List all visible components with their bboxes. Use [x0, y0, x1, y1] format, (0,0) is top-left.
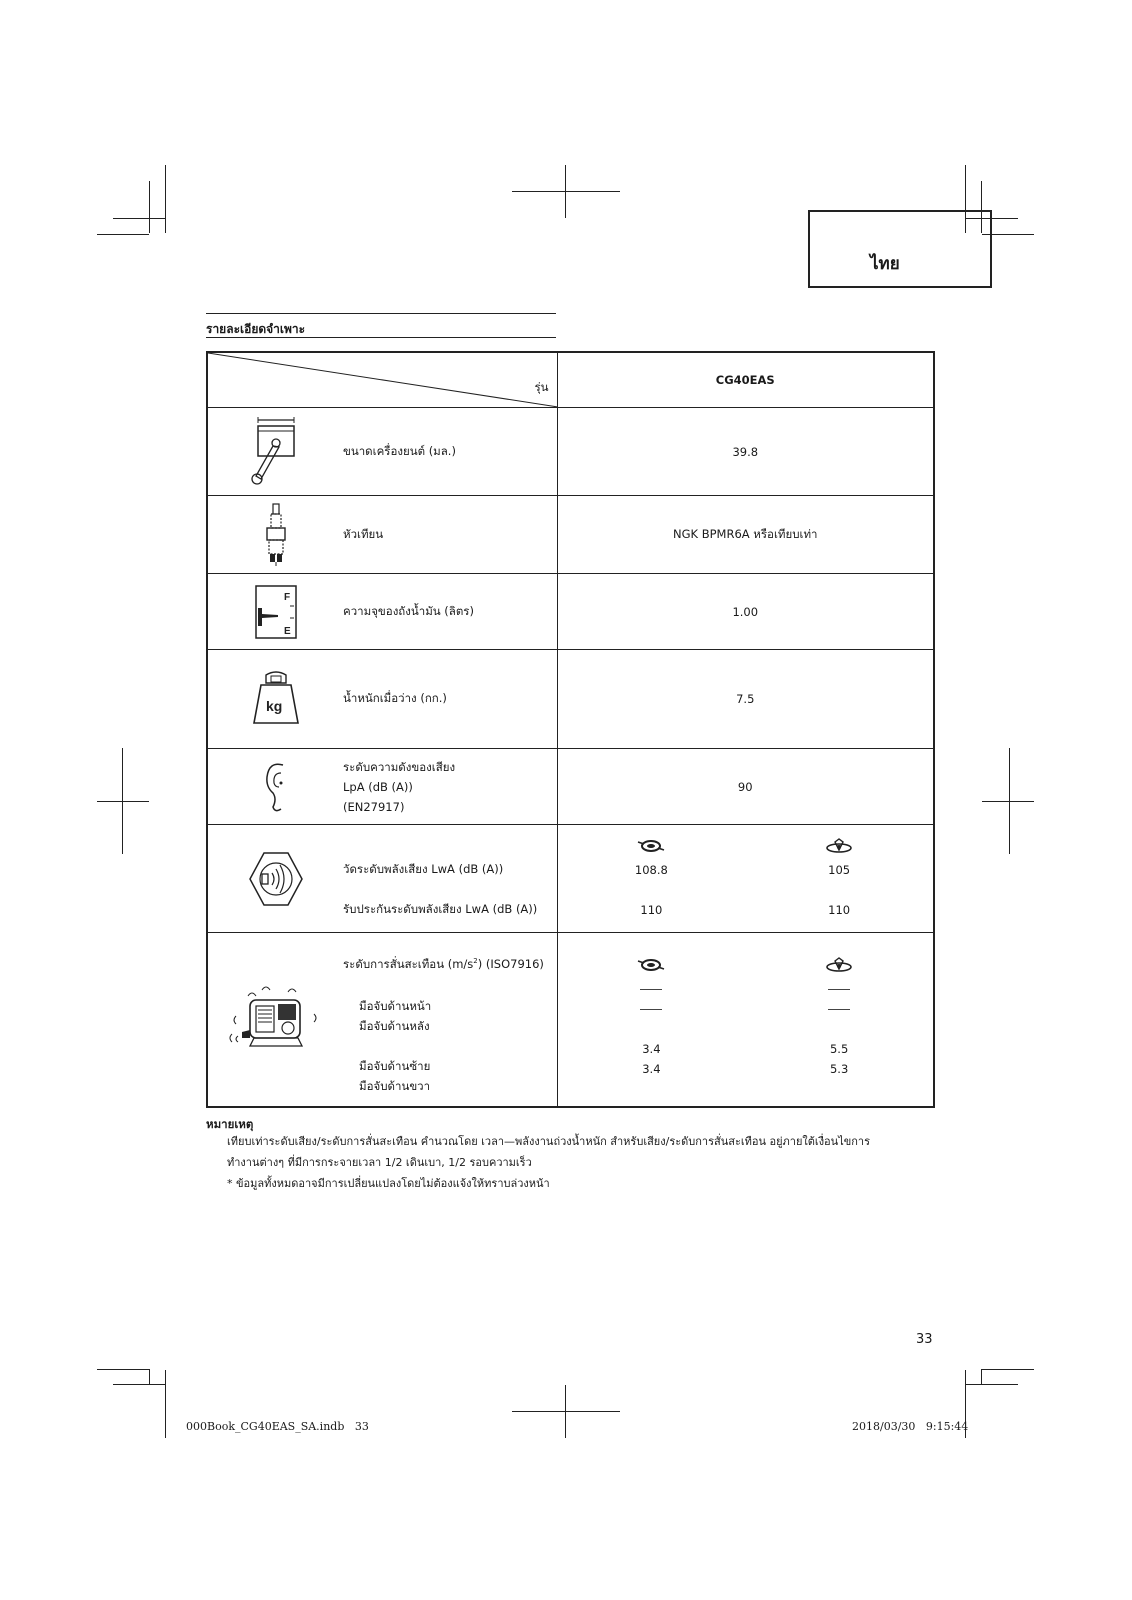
vibration-right-handle-label: มือจับด้านขวา — [359, 1078, 431, 1093]
row-weight — [207, 650, 934, 749]
note-line-1: เทียบเท่าระดับเสียง/ระดับการสั่นสะเทือน คำนวณโดย เวลา—พลังงานถ่วงน้ำหนัก สำหรับเสียง/ระดับการสั่นสะเทือน อยู่ภายใต้เงื่อนไขการ — [227, 1135, 870, 1148]
notes-title: หมายเหตุ — [206, 1117, 254, 1131]
sound-power-guaranteed-col2: 110 — [828, 902, 851, 917]
weight-label: น้ำหนักเมื่อว่าง (กก.) — [343, 650, 557, 749]
displacement-label: ขนาดเครื่องยนต์ (มล.) — [343, 408, 557, 496]
vibration-rear-col2-dash — [745, 999, 933, 1019]
row-sound-power — [207, 825, 934, 933]
sound-power-guaranteed-col1: 110 — [640, 902, 663, 917]
vibration-label: ระดับการสั่นสะเทือน $(m/s^2)$ (ISO7916) — [343, 956, 544, 971]
ear-icon — [261, 759, 291, 815]
sound-pressure-label-line1: ระดับความดังของเสียง — [343, 759, 456, 774]
sound-pressure-label-line2: LpA (dB (A)) — [343, 779, 413, 794]
displacement-value: 39.8 — [557, 408, 934, 496]
vibration-front-col1-dash — [558, 979, 746, 999]
spec-table — [206, 351, 935, 1108]
row-vibration — [207, 933, 934, 1107]
language-tab-box — [808, 210, 992, 288]
nylon-cutter-icon — [636, 838, 666, 854]
vibration-right-col2: 5.3 — [829, 1062, 849, 1076]
sound-pressure-value: 90 — [557, 749, 934, 825]
blade-cutter-icon — [824, 957, 854, 973]
weight-value: 7.5 — [557, 650, 934, 749]
spark-plug-label: หัวเทียน — [343, 496, 557, 574]
vibration-rear-handle-label: มือจับด้านหลัง — [359, 1018, 430, 1033]
fuel-gauge-icon — [254, 584, 298, 640]
note-line-3: * ข้อมูลทั้งหมดอาจมีการเปลี่ยนแปลงโดยไม่ต้องแจ้งให้ทราบล่วงหน้า — [227, 1177, 550, 1190]
vibration-left-col2: 5.5 — [829, 1042, 849, 1056]
spark-plug-value: NGK BPMR6A หรือเทียบเท่า — [557, 496, 934, 574]
vibration-engine-icon — [228, 986, 324, 1052]
vibration-left-handle-label: มือจับด้านซ้าย — [359, 1058, 431, 1073]
nylon-cutter-icon — [636, 957, 666, 973]
fuel-tank-label: ความจุของถังน้ำมัน (ลิตร) — [343, 574, 557, 650]
note-line-2: ทำงานต่างๆ ที่มีการกระจายเวลา 1/2 เดินเบา, 1/2 รอบความเร็ว — [227, 1156, 532, 1169]
vibration-rear-col1-dash — [558, 999, 746, 1019]
svg-text:F: F — [283, 591, 290, 603]
header-diagonal-cell — [207, 352, 557, 408]
model-column-label: รุ่น — [534, 380, 549, 394]
model-name: CG40EAS — [557, 352, 934, 408]
title-rule-bottom — [206, 337, 556, 338]
sound-power-measured-col2: 105 — [828, 862, 851, 877]
sound-power-icon — [248, 849, 304, 909]
footer-file: 000Book_CG40EAS_SA.indb 33 — [186, 1420, 369, 1433]
svg-text:kg: kg — [265, 698, 282, 714]
table-header-row — [207, 352, 934, 408]
sound-power-measured-col1: 108.8 — [634, 862, 668, 877]
footer-timestamp: 2018/03/30 9:15:44 — [852, 1420, 969, 1433]
row-fuel-tank — [207, 574, 934, 650]
blade-cutter-icon — [824, 838, 854, 854]
vibration-right-col1: 3.4 — [642, 1062, 661, 1076]
sound-pressure-label-line3: (EN27917) — [343, 799, 405, 814]
row-displacement — [207, 408, 934, 496]
row-spark-plug — [207, 496, 934, 574]
title-rule-top — [206, 313, 556, 314]
kg-weight-icon — [251, 671, 301, 727]
piston-icon — [246, 416, 306, 488]
vibration-left-col1: 3.4 — [642, 1042, 661, 1056]
row-sound-pressure — [207, 749, 934, 825]
fuel-tank-value: 1.00 — [557, 574, 934, 650]
spark-plug-icon — [256, 502, 296, 568]
svg-text:E: E — [283, 625, 291, 637]
language-tab-label: ไทย — [870, 254, 900, 274]
page-number: 33 — [916, 1332, 933, 1347]
diagonal-line — [208, 353, 558, 407]
sound-power-guaranteed-label: รับประกันระดับพลังเสียง LwA (dB (A)) — [343, 901, 538, 916]
sound-power-measured-label: วัดระดับพลังเสียง LwA (dB (A)) — [343, 861, 504, 876]
vibration-front-col2-dash — [745, 979, 933, 999]
vibration-front-handle-label: มือจับด้านหน้า — [359, 998, 432, 1013]
section-title: รายละเอียดจำเพาะ — [206, 322, 306, 336]
